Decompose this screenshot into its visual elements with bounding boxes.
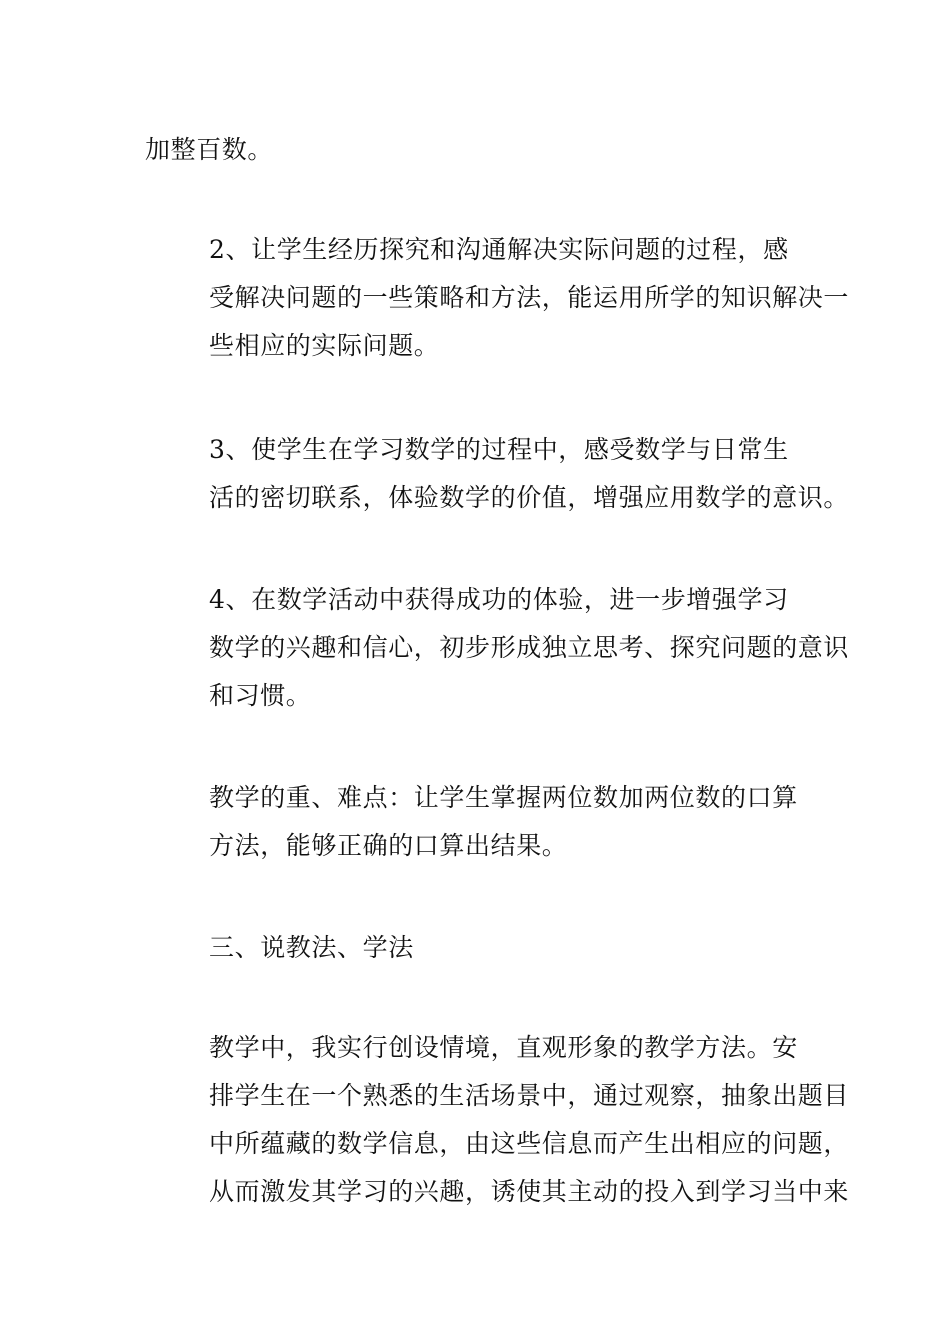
text-line: 教学中，我实行创设情境，直观形象的教学方法。安 (209, 1033, 798, 1062)
section-heading (145, 924, 810, 972)
text-line: 加整百数。 (145, 135, 274, 164)
text-line: 教学的重、难点：让学生掌握两位数加两位数的口算 (209, 783, 798, 812)
text-line: 受解决问题的一些策略和方法，能运用所学的知识解决一 (209, 283, 850, 312)
paragraph-objective-4 (145, 576, 850, 720)
text-line: 4、在数学活动中获得成功的体验，进一步增强学习 (209, 585, 789, 614)
text-line: 2、让学生经历探究和沟通解决实际问题的过程，感 (209, 235, 789, 264)
text-line: 排学生在一个熟悉的生活场景中，通过观察，抽象出题目 (209, 1081, 850, 1110)
text-line: 些相应的实际问题。 (209, 331, 440, 360)
text-line: 和习惯。 (209, 681, 312, 710)
text-line: 数学的兴趣和信心，初步形成独立思考、探究问题的意识 (209, 633, 850, 662)
text-line: 中所蕴藏的数学信息，由这些信息而产生出相应的问题， (209, 1129, 850, 1158)
paragraph-objective-2 (145, 226, 850, 370)
paragraph-key-points (145, 774, 810, 870)
text-line: 方法，能够正确的口算出结果。 (209, 831, 568, 860)
text-line: 3、使学生在学习数学的过程中，感受数学与日常生 (209, 435, 789, 464)
paragraph-continuation (145, 126, 810, 174)
heading-text: 三、说教法、学法 (209, 933, 414, 962)
text-line: 从而激发其学习的兴趣，诱使其主动的投入到学习当中来 (209, 1177, 850, 1206)
paragraph-teaching-method (145, 1024, 850, 1216)
text-line: 活的密切联系，体验数学的价值，增强应用数学的意识。 (209, 483, 850, 512)
paragraph-objective-3 (145, 426, 850, 522)
